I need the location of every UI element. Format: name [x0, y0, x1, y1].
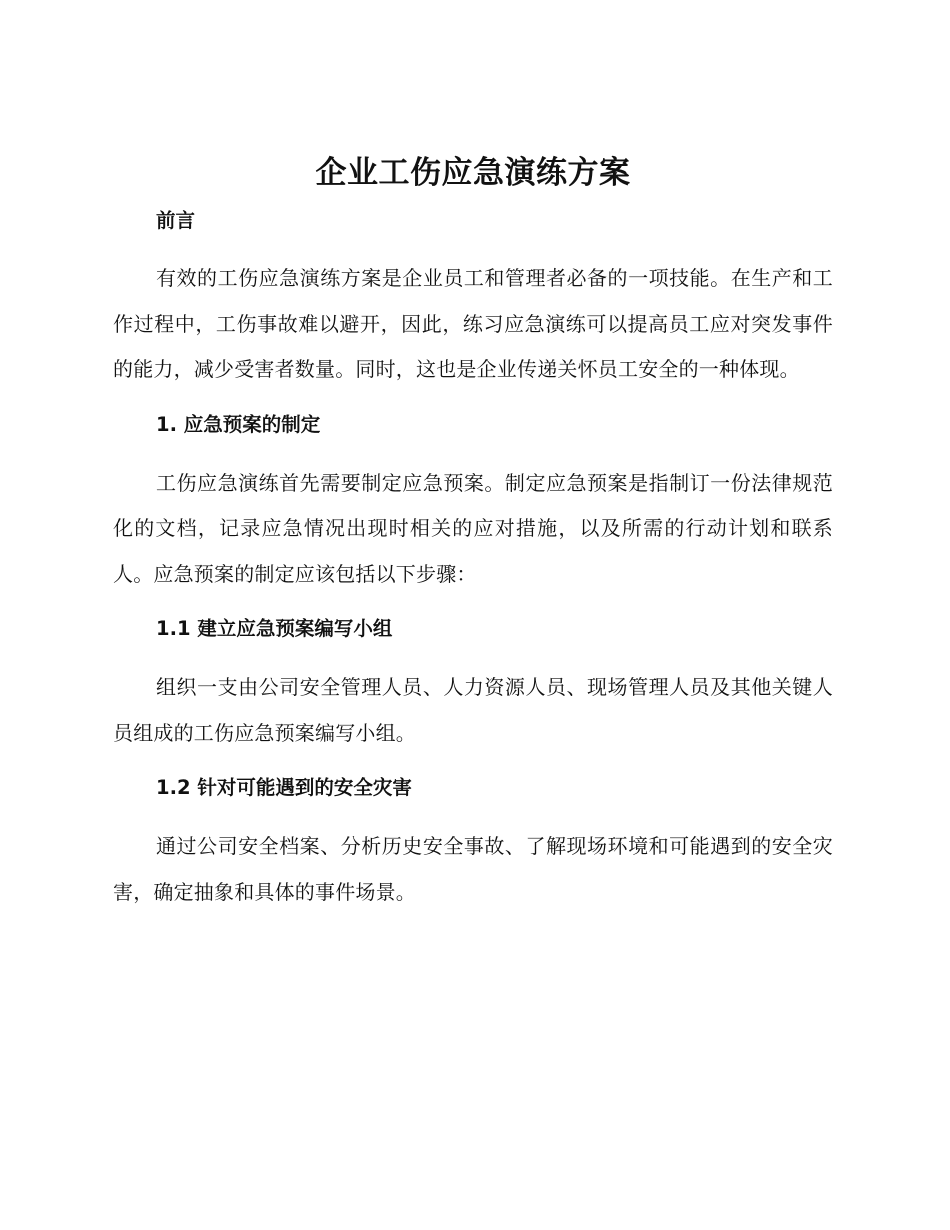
section-heading-writing-group: 1.1 建立应急预案编写小组 — [156, 617, 393, 640]
document-title: 企业工伤应急演练方案 — [315, 155, 631, 191]
document-body — [113, 148, 833, 915]
section-paragraph-writing-group: 组织一支由公司安全管理人员、人力资源人员、现场管理人员及其他关键人员组成的工伤应急预案编写小组。 — [113, 675, 833, 745]
section-heading-plan-formulation: 1. 应急预案的制定 — [156, 412, 321, 436]
section-paragraph-plan-formulation: 工伤应急演练首先需要制定应急预案。制定应急预案是指制订一份法律规范化的文档，记录应急情况出现时相关的应对措施，以及所需的行动计划和联系人。应急预案的制定应该包括以下步骤： — [113, 470, 833, 586]
section-paragraph-safety-hazards: 通过公司安全档案、分析历史安全事故、了解现场环境和可能遇到的安全灾害，确定抽象和具体的事件场景。 — [113, 834, 833, 904]
section-heading-preface: 前言 — [156, 209, 196, 232]
section-heading-safety-hazards: 1.2 针对可能遇到的安全灾害 — [156, 776, 412, 799]
section-paragraph-preface: 有效的工伤应急演练方案是企业员工和管理者必备的一项技能。在生产和工作过程中，工伤事故难以避开，因此，练习应急演练可以提高员工应对突发事件的能力，减少受害者数量。同时，这也是企业传递关怀员工安全的一种体现。 — [113, 266, 833, 381]
